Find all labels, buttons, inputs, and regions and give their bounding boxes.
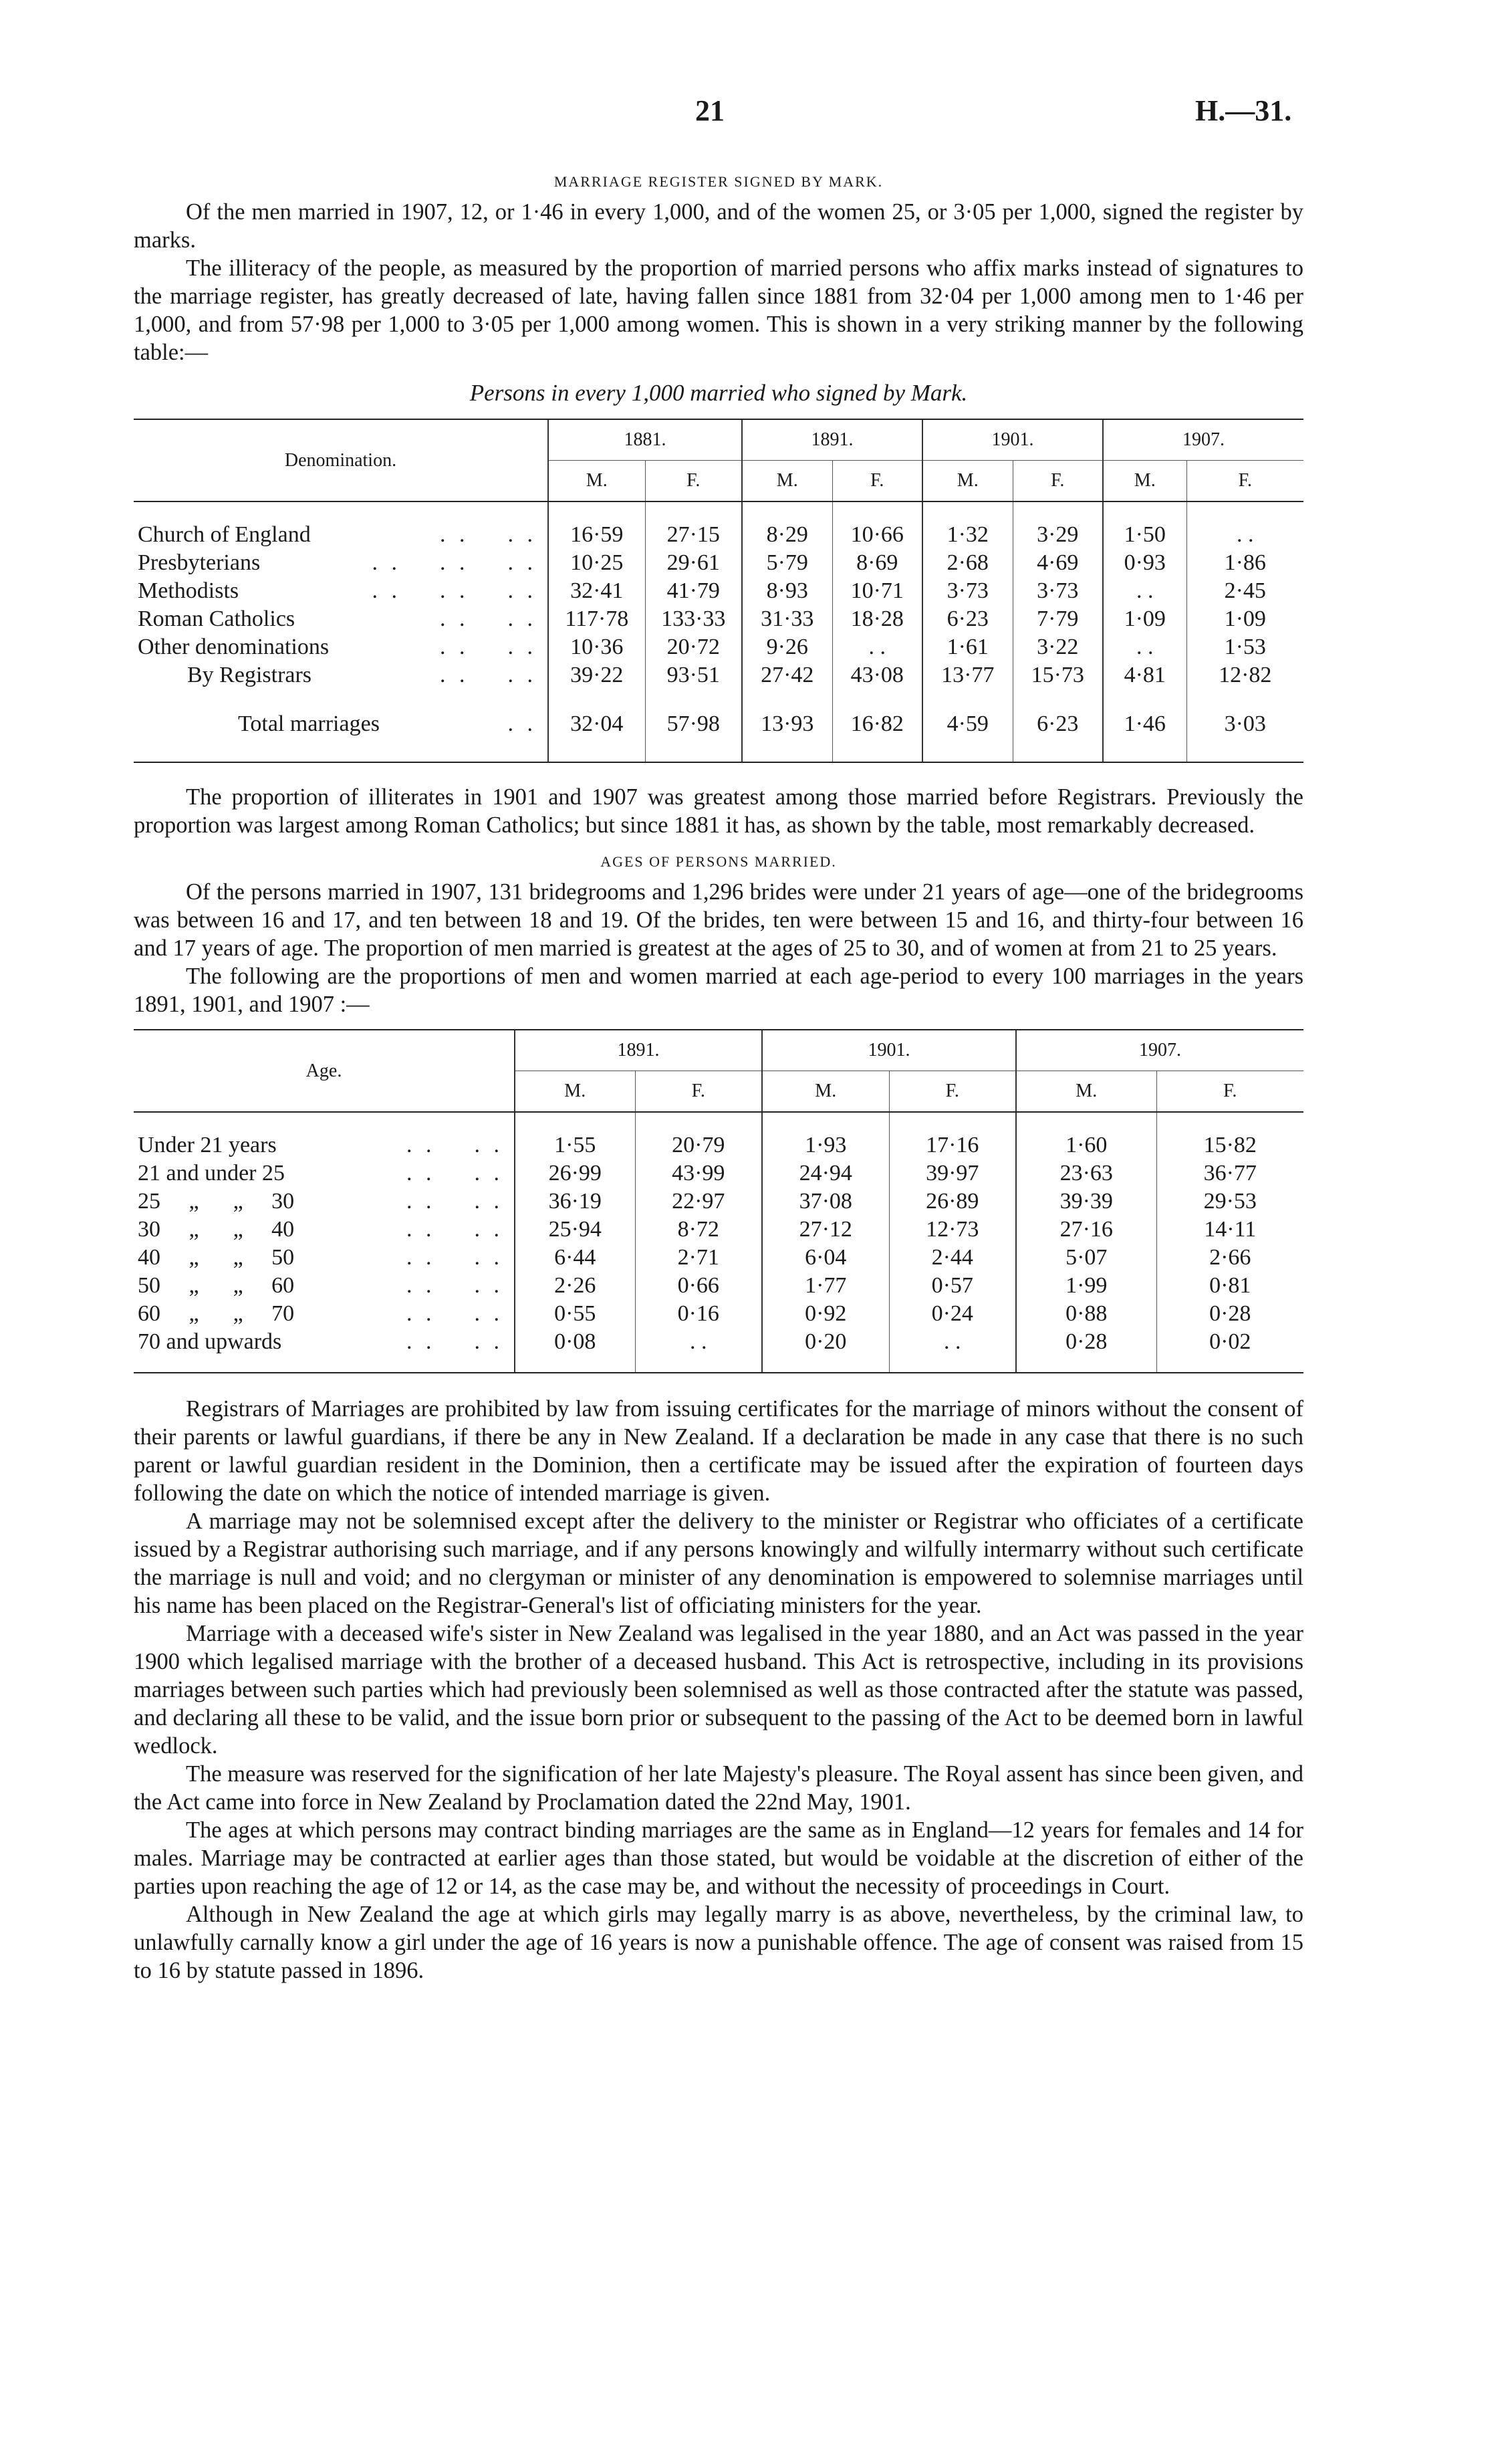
table-cell: 1·99 xyxy=(1016,1272,1156,1300)
table-row xyxy=(134,1131,1303,1159)
table-cell: 9·26 xyxy=(742,633,832,661)
table-row xyxy=(134,1300,1303,1328)
document-reference: H.—31. xyxy=(1195,94,1292,127)
table-row xyxy=(134,549,1303,577)
table-cell: 39·39 xyxy=(1016,1188,1156,1216)
row-label: By Registrars xyxy=(187,663,312,687)
paragraph: The illiteracy of the people, as measured by the proportion of married persons who affix marks instead of signatures to the marriage register, has greatly decreased of late, having fallen since 1881 from 32·04 per 1,000 among men to 1·46 per 1,000, and from 57·98 per 1,000 to 3·05 per 1,000 among women. This is shown in a very striking manner by the following table:— xyxy=(134,255,1303,365)
table-cell: 29·61 xyxy=(645,549,742,577)
ages-table xyxy=(134,1029,1303,1373)
leader-dots: . . . . xyxy=(406,1301,503,1326)
table-cell: 1·53 xyxy=(1186,633,1303,661)
table-cell: . . xyxy=(832,633,922,661)
table-cell: 1·46 xyxy=(1103,703,1186,746)
table-cell: 0·55 xyxy=(515,1300,635,1328)
table-cell: 1·77 xyxy=(762,1272,889,1300)
table-cell: 1·93 xyxy=(762,1131,889,1159)
table-cell: 16·82 xyxy=(832,703,922,746)
denomination-header: Denomination. xyxy=(134,419,548,501)
paragraph: The proportion of illiterates in 1901 and 1907 was greatest among those married before Registrars. Previously the proportion was largest among Roman Catholics; but since 1881 it has, as shown by the table, most remarkably decreased. xyxy=(134,784,1303,838)
leader-dots: . . . . xyxy=(440,663,537,687)
table-cell: 24·94 xyxy=(762,1159,889,1188)
table-cell: 4·59 xyxy=(922,703,1013,746)
sex-header: M. xyxy=(922,461,1013,502)
table-cell: 8·29 xyxy=(742,521,832,549)
paragraph: Of the men married in 1907, 12, or 1·46 in every 1,000, and of the women 25, or 3·05 per 1,000, signed the register by marks. xyxy=(134,199,1303,253)
table-cell: 3·73 xyxy=(922,577,1013,605)
row-label: Under 21 years xyxy=(138,1133,277,1157)
table-cell: 27·42 xyxy=(742,661,832,689)
table-cell: 5·79 xyxy=(742,549,832,577)
table-cell: 29·53 xyxy=(1156,1188,1303,1216)
table-cell: 26·99 xyxy=(515,1159,635,1188)
row-label: Other denominations xyxy=(138,635,330,659)
table-cell: . . xyxy=(1103,577,1186,605)
row-label: Roman Catholics xyxy=(138,606,295,631)
table-cell: 3·03 xyxy=(1186,703,1303,746)
table-cell: 0·92 xyxy=(762,1300,889,1328)
table-cell: 2·26 xyxy=(515,1272,635,1300)
row-label: 40 „ „ 50 xyxy=(138,1245,295,1270)
year-header: 1891. xyxy=(742,419,922,461)
table-cell: 117·78 xyxy=(548,605,645,633)
row-label: 21 and under 25 xyxy=(138,1161,285,1186)
paragraph: Marriage with a deceased wife's sister in New Zealand was legalised in the year 1880, and an Act was passed in the year 1900 which legalised marriage with the brother of a deceased husband. This Act is retrospective, including in its provisions marriages between such parties which had previously been solemnised as well as those contracted after the statute was passed, and declaring all these to be valid, and the issue born prior or subsequent to the passing of the Act to be deemed born in lawful wedlock. xyxy=(134,1621,1303,1759)
paragraph: Registrars of Marriages are prohibited by law from issuing certificates for the marriage of minors without the consent of their parents or lawful guardians, if there be any in New Zealand. If a declaration be made in any case that there is no such parent or lawful guardian resident in the Dominion, then a certificate may be issued after the expiration of fourteen days following the date on which the notice of intended marriage is given. xyxy=(134,1396,1303,1506)
leader-dots: . . . . xyxy=(406,1245,503,1270)
table-cell: 1·50 xyxy=(1103,521,1186,549)
table-cell: 43·08 xyxy=(832,661,922,689)
row-label: Church of England xyxy=(138,522,311,547)
table-cell: 23·63 xyxy=(1016,1159,1156,1188)
table-cell: 1·09 xyxy=(1103,605,1186,633)
table-cell: 1·32 xyxy=(922,521,1013,549)
table-cell: 12·73 xyxy=(889,1216,1016,1244)
table-cell: 18·28 xyxy=(832,605,922,633)
table-cell: 20·79 xyxy=(635,1131,762,1159)
table-cell: 39·22 xyxy=(548,661,645,689)
table-cell: 14·11 xyxy=(1156,1216,1303,1244)
table-cell: 32·41 xyxy=(548,577,645,605)
sex-header: M. xyxy=(1103,461,1186,502)
table-cell: 12·82 xyxy=(1186,661,1303,689)
year-header: 1901. xyxy=(762,1030,1016,1071)
mark-signatures-table xyxy=(134,419,1303,763)
table-cell: 10·36 xyxy=(548,633,645,661)
table-cell: 16·59 xyxy=(548,521,645,549)
table-row xyxy=(134,661,1303,689)
table-cell: 0·81 xyxy=(1156,1272,1303,1300)
leader-dots: . . . . xyxy=(440,606,537,631)
table-row xyxy=(134,1188,1303,1216)
table-cell: 0·02 xyxy=(1156,1328,1303,1356)
table-cell: 6·23 xyxy=(1013,703,1103,746)
leader-dots: . . . . . . xyxy=(372,578,537,603)
table-cell: 8·93 xyxy=(742,577,832,605)
sex-header: M. xyxy=(515,1071,635,1113)
paragraph: The measure was reserved for the signification of her late Majesty's pleasure. The Royal assent has since been given, and the Act came into force in New Zealand by Proclamation dated the 22nd May, 1901. xyxy=(134,1761,1303,1815)
table-cell: 0·24 xyxy=(889,1300,1016,1328)
year-header: 1901. xyxy=(922,419,1103,461)
paragraph: Although in New Zealand the age at which girls may legally marry is as above, nevertheless, by the criminal law, to unlawfully carnally know a girl under the age of 16 years is now a punishable offence. The age of consent was raised from 15 to 16 by statute passed in 1896. xyxy=(134,1902,1303,1983)
table-cell: 1·60 xyxy=(1016,1131,1156,1159)
table-cell: 133·33 xyxy=(645,605,742,633)
table-cell: 0·28 xyxy=(1016,1328,1156,1356)
table-row xyxy=(134,1272,1303,1300)
sex-header: M. xyxy=(762,1071,889,1113)
sex-header: F. xyxy=(635,1071,762,1113)
table-cell: 15·82 xyxy=(1156,1131,1303,1159)
table-row xyxy=(134,1216,1303,1244)
year-header: 1907. xyxy=(1103,419,1303,461)
leader-dots: . . xyxy=(507,711,537,736)
table-cell: 2·68 xyxy=(922,549,1013,577)
table-cell: 8·69 xyxy=(832,549,922,577)
table-cell: 36·19 xyxy=(515,1188,635,1216)
table-cell: 10·71 xyxy=(832,577,922,605)
table-cell: 10·25 xyxy=(548,549,645,577)
table-cell: . . xyxy=(889,1328,1016,1356)
age-header: Age. xyxy=(134,1030,515,1112)
table-cell: 5·07 xyxy=(1016,1244,1156,1272)
leader-dots: . . . . . . xyxy=(372,550,537,575)
sex-header: F. xyxy=(889,1071,1016,1113)
paragraph: Of the persons married in 1907, 131 bridegrooms and 1,296 brides were under 21 years of age—one of the bridegrooms was between 16 and 17, and ten between 18 and 19. Of the brides, ten were between 15 and 16, and thirty-four between 16 and 17 years of age. The proportion of men married is greatest at the ages of 25 to 30, and of women at from 21 to 25 years. xyxy=(134,879,1303,961)
table-cell: 6·44 xyxy=(515,1244,635,1272)
table-cell: 27·16 xyxy=(1016,1216,1156,1244)
table-cell: 6·04 xyxy=(762,1244,889,1272)
table-cell: 2·44 xyxy=(889,1244,1016,1272)
table-cell: 0·16 xyxy=(635,1300,762,1328)
table-cell: 27·12 xyxy=(762,1216,889,1244)
sex-header: F. xyxy=(1156,1071,1303,1113)
table-cell: 57·98 xyxy=(645,703,742,746)
table-cell: 6·23 xyxy=(922,605,1013,633)
table-cell: 36·77 xyxy=(1156,1159,1303,1188)
table-cell: 15·73 xyxy=(1013,661,1103,689)
table-cell: 25·94 xyxy=(515,1216,635,1244)
total-label: Total marriages xyxy=(238,711,380,736)
sex-header: M. xyxy=(548,461,645,502)
sex-header: F. xyxy=(832,461,922,502)
table-cell: 1·61 xyxy=(922,633,1013,661)
mark-table-body xyxy=(134,521,1303,689)
table-cell: 13·77 xyxy=(922,661,1013,689)
table-cell: 0·28 xyxy=(1156,1300,1303,1328)
table-cell: 3·22 xyxy=(1013,633,1103,661)
table-caption-mark: Persons in every 1,000 married who signed by Mark. xyxy=(469,380,968,406)
table-cell: 0·93 xyxy=(1103,549,1186,577)
table-cell: . . xyxy=(1186,521,1303,549)
table-row xyxy=(134,521,1303,549)
row-label: Methodists xyxy=(138,578,239,603)
table-cell: 27·15 xyxy=(645,521,742,549)
sex-header: F. xyxy=(1013,461,1103,502)
row-label: Presbyterians xyxy=(138,550,261,575)
table-cell: 8·72 xyxy=(635,1216,762,1244)
table-cell: 13·93 xyxy=(742,703,832,746)
leader-dots: . . . . xyxy=(406,1329,503,1354)
table-cell: . . xyxy=(1103,633,1186,661)
leader-dots: . . . . xyxy=(440,522,537,547)
table-cell: 2·45 xyxy=(1186,577,1303,605)
leader-dots: . . . . xyxy=(406,1133,503,1157)
table-cell: 17·16 xyxy=(889,1131,1016,1159)
table-cell: 10·66 xyxy=(832,521,922,549)
table-cell: 2·71 xyxy=(635,1244,762,1272)
table-cell: 43·99 xyxy=(635,1159,762,1188)
table-row xyxy=(134,633,1303,661)
page-number: 21 xyxy=(695,94,725,127)
table-cell: 37·08 xyxy=(762,1188,889,1216)
leader-dots: . . . . xyxy=(406,1273,503,1298)
table-cell: 4·69 xyxy=(1013,549,1103,577)
year-header: 1907. xyxy=(1016,1030,1303,1071)
paragraph: A marriage may not be solemnised except after the delivery to the minister or Registrar who officiates of a certificate issued by a Registrar authorising such marriage, and if any persons knowingly and wilfully intermarry without such certificate the marriage is null and void; and no clergyman or minister of any denomination is empowered to solemnise marriages until his name has been placed on the Registrar-General's list of officiating ministers for the year. xyxy=(134,1508,1303,1618)
table-cell: 31·33 xyxy=(742,605,832,633)
table-row xyxy=(134,1244,1303,1272)
section-title-ages: AGES OF PERSONS MARRIED. xyxy=(600,853,837,870)
table-cell: 93·51 xyxy=(645,661,742,689)
row-label: 30 „ „ 40 xyxy=(138,1217,295,1242)
table-cell: 32·04 xyxy=(548,703,645,746)
table-cell: 22·97 xyxy=(635,1188,762,1216)
table-row xyxy=(134,577,1303,605)
table-cell: 0·57 xyxy=(889,1272,1016,1300)
table-cell: 1·86 xyxy=(1186,549,1303,577)
table-cell: 7·79 xyxy=(1013,605,1103,633)
total-row xyxy=(134,703,1303,746)
table-cell: 20·72 xyxy=(645,633,742,661)
table-row xyxy=(134,605,1303,633)
leader-dots: . . . . xyxy=(440,635,537,659)
table-cell: 39·97 xyxy=(889,1159,1016,1188)
sex-header: M. xyxy=(742,461,832,502)
table-cell: 0·08 xyxy=(515,1328,635,1356)
table-cell: . . xyxy=(635,1328,762,1356)
row-label: 50 „ „ 60 xyxy=(138,1273,295,1298)
ages-table-body xyxy=(134,1131,1303,1356)
section-title-marriage-register: MARRIAGE REGISTER SIGNED BY MARK. xyxy=(553,173,884,190)
table-cell: 1·55 xyxy=(515,1131,635,1159)
page-content xyxy=(134,173,1303,1985)
row-label: 60 „ „ 70 xyxy=(138,1301,295,1326)
table-cell: 0·88 xyxy=(1016,1300,1156,1328)
year-header: 1881. xyxy=(548,419,742,461)
table-cell: 2·66 xyxy=(1156,1244,1303,1272)
table-cell: 0·20 xyxy=(762,1328,889,1356)
table-cell: 4·81 xyxy=(1103,661,1186,689)
table-cell: 1·09 xyxy=(1186,605,1303,633)
sex-header: F. xyxy=(1186,461,1303,502)
table-cell: 0·66 xyxy=(635,1272,762,1300)
leader-dots: . . . . xyxy=(406,1161,503,1186)
row-label: 25 „ „ 30 xyxy=(138,1189,295,1214)
sex-header: F. xyxy=(645,461,742,502)
leader-dots: . . . . xyxy=(406,1217,503,1242)
table-cell: 41·79 xyxy=(645,577,742,605)
leader-dots: . . . . xyxy=(406,1189,503,1214)
sex-header: M. xyxy=(1016,1071,1156,1113)
table-row xyxy=(134,1328,1303,1356)
table-cell: 3·73 xyxy=(1013,577,1103,605)
row-label: 70 and upwards xyxy=(138,1329,282,1354)
paragraph: The following are the proportions of men and women married at each age-period to every 100 marriages in the years 1891, 1901, and 1907 :— xyxy=(134,964,1303,1017)
paragraph: The ages at which persons may contract binding marriages are the same as in England—12 years for females and 14 for males. Marriage may be contracted at earlier ages than those stated, but would be voidable at the discretion of either of the parties upon reaching the age of 12 or 14, as the case may be, and without the necessity of proceedings in Court. xyxy=(134,1817,1303,1899)
year-header: 1891. xyxy=(515,1030,762,1071)
table-row xyxy=(134,1159,1303,1188)
table-cell: 3·29 xyxy=(1013,521,1103,549)
table-cell: 26·89 xyxy=(889,1188,1016,1216)
